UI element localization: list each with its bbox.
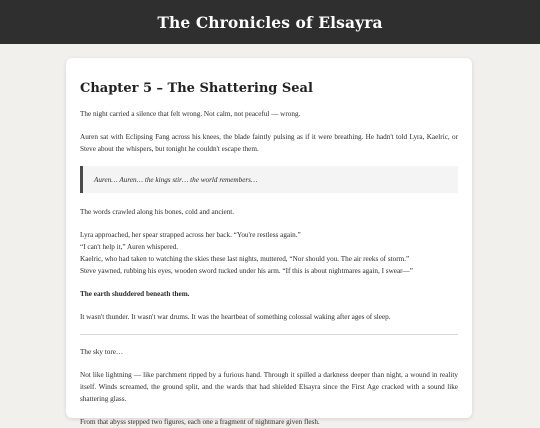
dialogue-line-3: Kaelric, who had taken to watching the skies these last nights, muttered, “Nor should you. The air reeks of storm.” bbox=[80, 255, 410, 263]
whisper-quote bbox=[80, 166, 458, 193]
emphasis-line: The earth shuddered beneath them. bbox=[80, 290, 190, 298]
quote-text: Auren… Auren… the kings stir… the world remembers… bbox=[94, 176, 258, 184]
paragraph-3: The words crawled along his bones, cold and ancient. bbox=[80, 208, 235, 216]
top-bar bbox=[0, 0, 540, 44]
paragraph-8: From that abyss stepped two figures, each one a fragment of nightmare given flesh. bbox=[80, 418, 320, 426]
chapter-card bbox=[66, 58, 472, 426]
site-title: The Chronicles of Elsayra bbox=[157, 12, 383, 32]
dialogue-block bbox=[80, 229, 458, 277]
dialogue-line-4: Steve yawned, rubbing his eyes, wooden sword tucked under his arm. “If this is about nightmares again, I swear—” bbox=[80, 267, 413, 275]
paragraph-7: Not like lightning — like parchment ripped by a furious hand. Through it spilled a darkness deeper than night, a wound in reality itself. Winds screamed, the ground split, and the wards that had shielded Elsayra since the First Age cracked with a sound like shattering glass. bbox=[80, 371, 458, 403]
section-divider bbox=[80, 334, 458, 335]
dialogue-line-1: Lyra approached, her spear strapped across her back. “You're restless again.” bbox=[80, 231, 301, 239]
chapter-content bbox=[66, 58, 472, 428]
paragraph-2: Auren sat with Eclipsing Fang across his knees, the blade faintly pulsing as if it were breathing. He hadn't told Lyra, Kaelric, or Steve about the whispers, but tonight he couldn't escape them. bbox=[80, 133, 458, 153]
paragraph-5: It wasn't thunder. It wasn't war drums. It was the heartbeat of something colossal waking after ages of sleep. bbox=[80, 313, 391, 321]
chapter-title: Chapter 5 – The Shattering Seal bbox=[80, 81, 313, 96]
paragraph-1: The night carried a silence that felt wrong. Not calm, not peaceful — wrong. bbox=[80, 110, 301, 118]
paragraph-6: The sky tore… bbox=[80, 348, 124, 356]
dialogue-line-2: “I can't help it,” Auren whispered. bbox=[80, 243, 179, 251]
